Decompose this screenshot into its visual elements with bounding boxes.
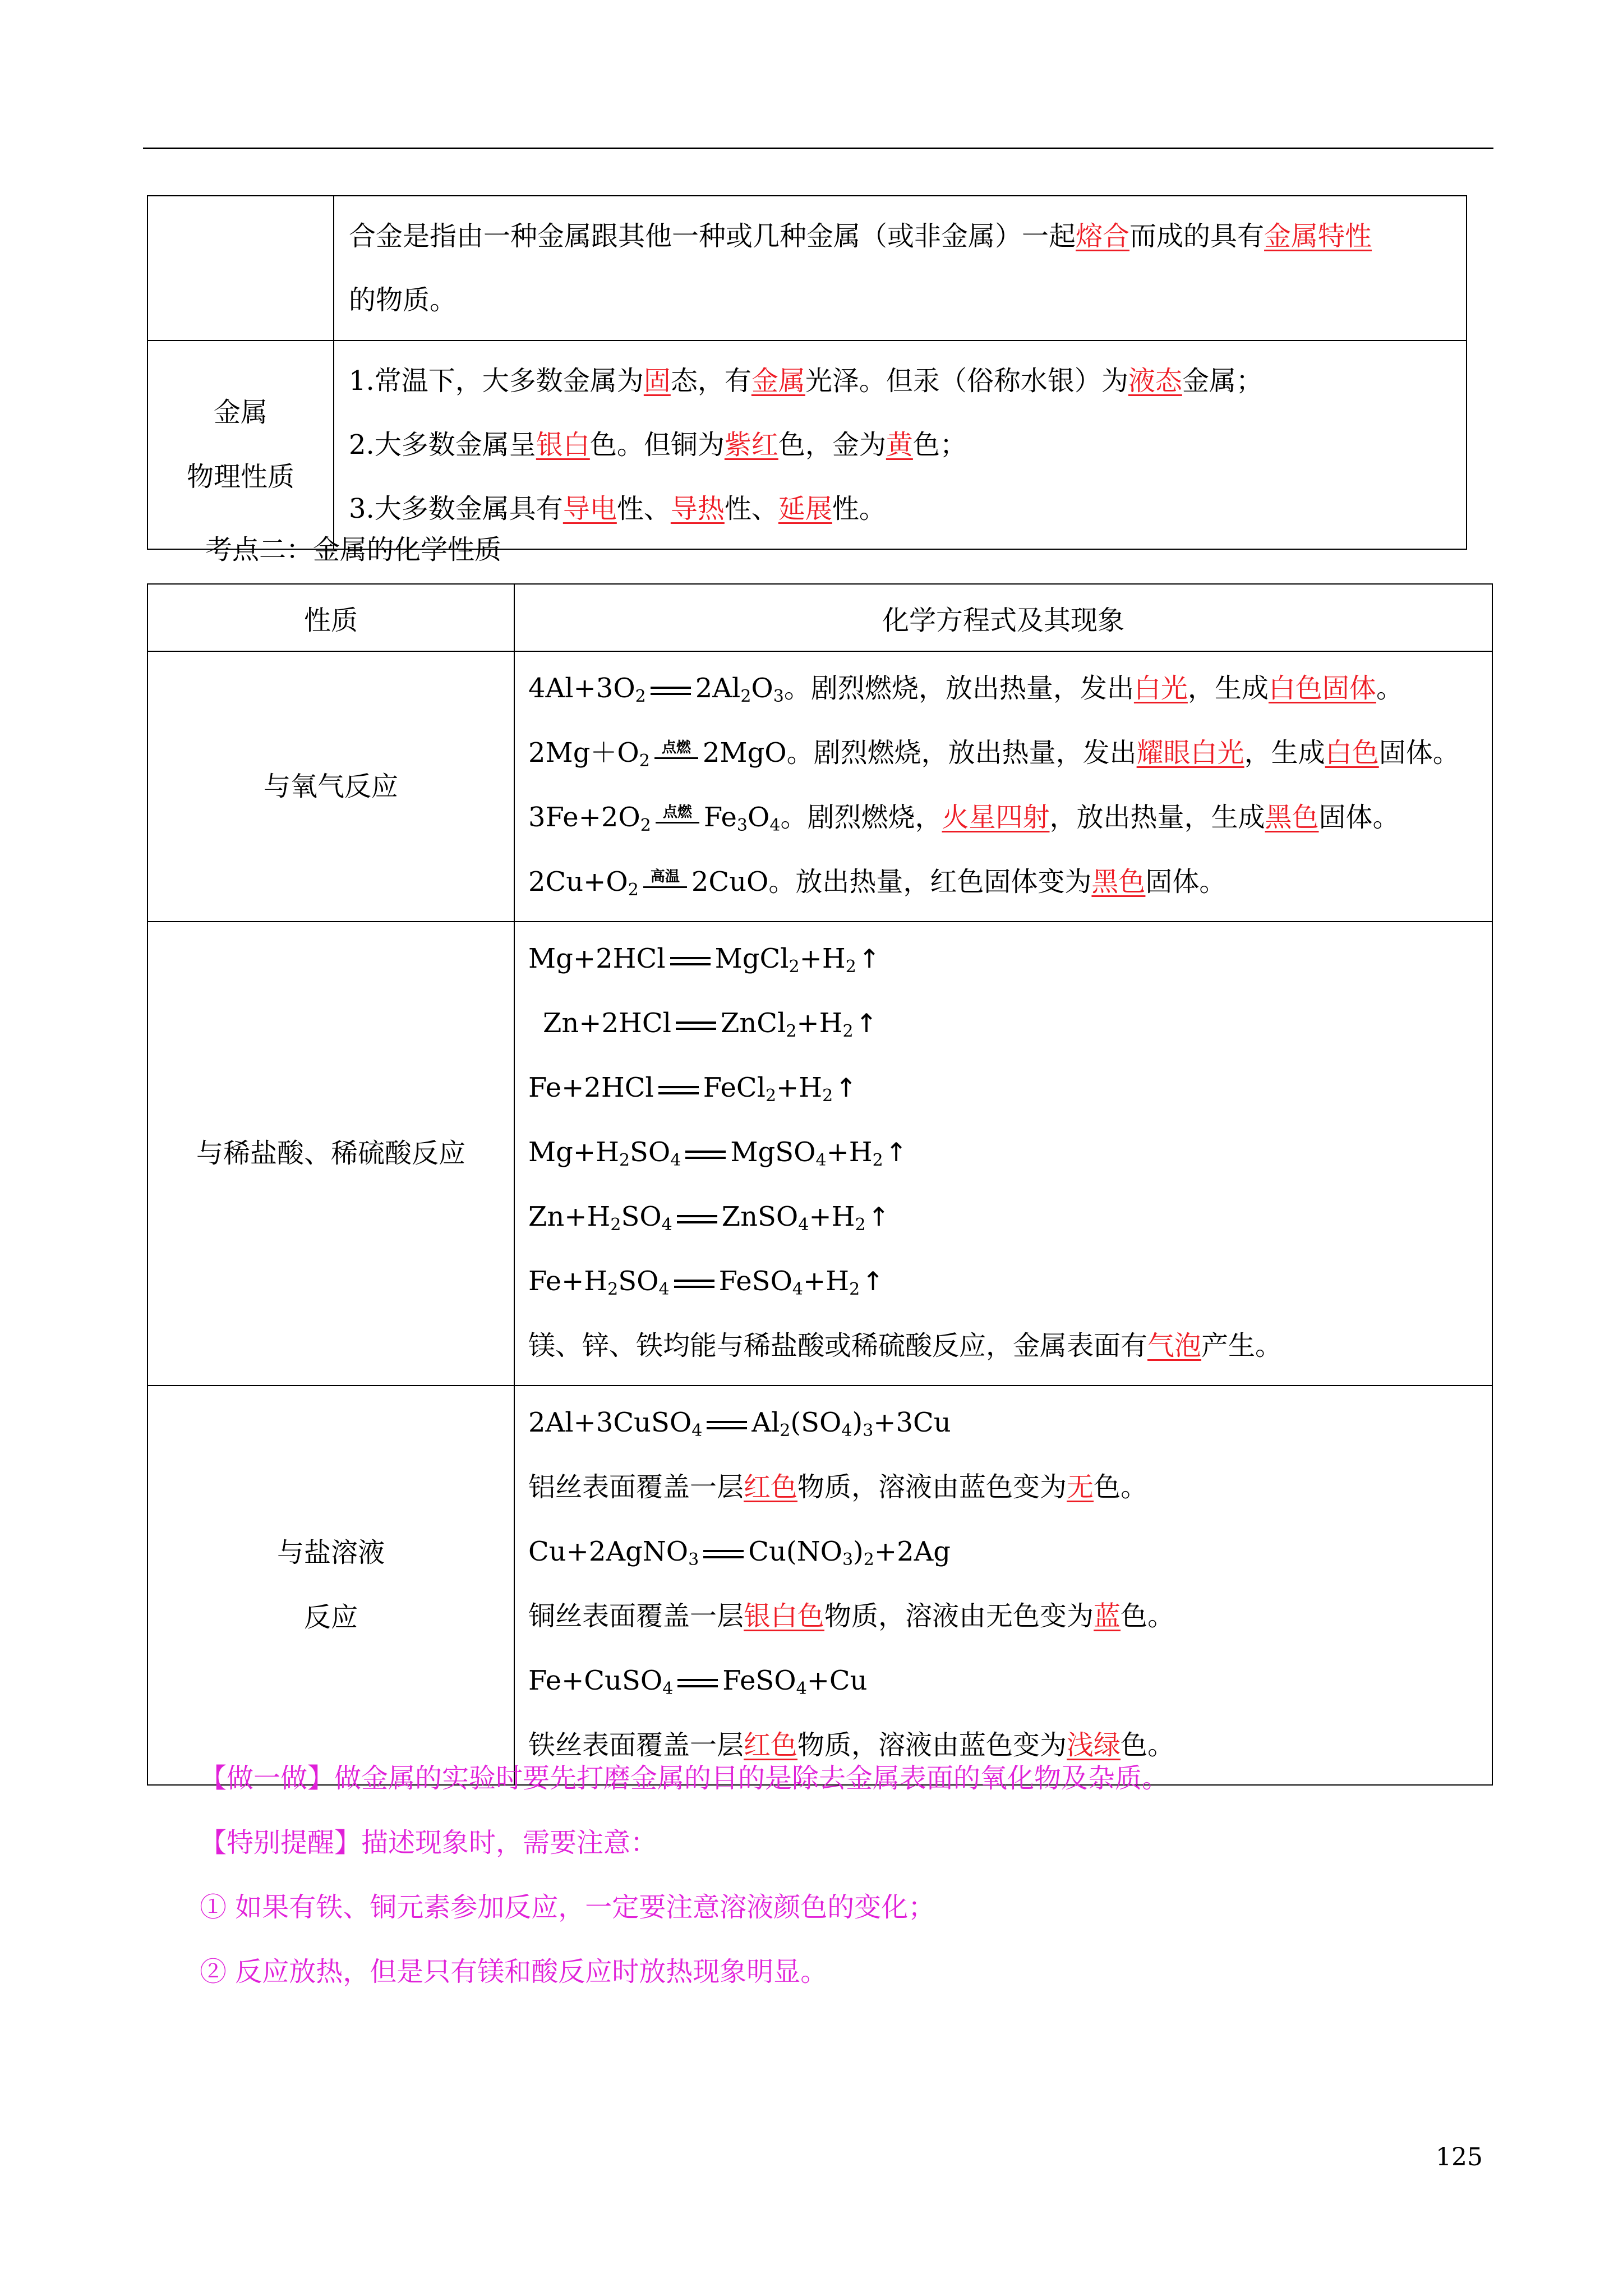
- text: 。剧烈燃烧，放出热量，发出: [783, 673, 1134, 704]
- alloy-label-cell: [147, 196, 334, 341]
- formula: ZnCl: [720, 1007, 786, 1039]
- text: 固体。: [1378, 737, 1460, 769]
- text: 固体。: [1145, 866, 1227, 898]
- formula: +H: [796, 1007, 843, 1039]
- section-title: 考点二：金属的化学性质: [205, 534, 502, 565]
- highlight-term: 红色: [744, 1471, 798, 1503]
- formula: 4Al+3O: [528, 673, 635, 704]
- subscript: 4: [815, 1151, 827, 1170]
- subscript: 2: [610, 1215, 621, 1235]
- highlight-term: 固: [643, 365, 671, 397]
- subscript: 4: [796, 1679, 807, 1699]
- subscript: 4: [841, 1421, 852, 1441]
- up-arrow-icon: ↑: [885, 1137, 907, 1167]
- formula: Fe+H: [528, 1266, 608, 1297]
- text: 铝丝表面覆盖一层: [528, 1471, 744, 1503]
- text: 态，有: [670, 365, 751, 397]
- salt-label: [147, 1386, 514, 1785]
- subscript: 2: [780, 1421, 791, 1441]
- highlight-term: 黄: [886, 429, 913, 461]
- subscript: 3: [842, 1550, 854, 1570]
- formula: 3Fe+2O: [528, 802, 640, 833]
- physical-label-line-1: 金属: [213, 397, 268, 428]
- equals-icon: [685, 1149, 726, 1159]
- highlight-term: 黑色: [1091, 866, 1146, 898]
- formula: +H: [809, 1201, 855, 1232]
- formula: Mg+2HCl: [528, 943, 666, 974]
- highlight-term: 浅绿: [1067, 1729, 1121, 1761]
- highlight-term: 金属: [751, 365, 805, 397]
- formula: +H: [799, 943, 846, 974]
- equals-icon: [676, 1020, 716, 1030]
- acid-eq-3: [528, 1056, 1478, 1120]
- text: 色。: [1094, 1471, 1148, 1503]
- text: 产生。: [1201, 1330, 1283, 1361]
- highlight-term: 导热: [670, 493, 725, 524]
- highlight-term: 白光: [1133, 673, 1188, 704]
- highlight-term: 延展: [778, 493, 832, 524]
- highlight-term: 银白: [536, 429, 590, 461]
- subscript: 4: [661, 1215, 672, 1235]
- oxygen-eq-3: [528, 785, 1478, 850]
- salt-obs-2: [528, 1584, 1478, 1649]
- subscript: 4: [658, 1280, 670, 1299]
- formula: +2Ag: [874, 1536, 951, 1567]
- acid-content: [514, 922, 1492, 1386]
- highlight-term: 银白色: [744, 1600, 825, 1632]
- formula: O: [751, 673, 773, 704]
- formula: O: [748, 802, 770, 833]
- text: 色。但铜为: [589, 429, 725, 461]
- alloy-definition-cell: [334, 196, 1467, 341]
- salt-content: [514, 1386, 1492, 1785]
- formula: MgCl: [714, 943, 789, 974]
- acid-eq-1: [528, 927, 1478, 991]
- physical-label-line-2: 物理性质: [186, 461, 294, 493]
- text: 2.大多数金属呈: [349, 429, 536, 461]
- reaction-condition: [656, 804, 699, 823]
- formula: 2MgO: [702, 737, 787, 769]
- subscript: 2: [607, 1280, 619, 1299]
- formula: FeSO: [718, 1266, 792, 1297]
- text: 色。: [1121, 1729, 1175, 1761]
- formula: +3Cu: [873, 1407, 951, 1438]
- oxygen-eq-4: [528, 850, 1478, 914]
- subscript: 2: [863, 1550, 874, 1570]
- condition-text: 点燃: [662, 804, 692, 821]
- highlight-term: 红色: [744, 1729, 798, 1761]
- header-equation: 化学方程式及其现象: [514, 584, 1492, 651]
- subscript: 2: [842, 1022, 854, 1041]
- condition-text: 点燃: [661, 739, 691, 756]
- subscript: 3: [773, 687, 784, 706]
- arrow-line-icon: [654, 757, 698, 759]
- text: 性、: [724, 493, 778, 524]
- table-header-row: [147, 584, 1492, 651]
- up-arrow-icon: ↑: [862, 1266, 884, 1296]
- text: ，放出热量，生成: [1049, 802, 1265, 833]
- note-reminder: 【特别提醒】描述现象时，需要注意：: [200, 1827, 658, 1858]
- text: 。剧烈燃烧，: [780, 802, 942, 833]
- text: 。放出热量，红色固体变为: [768, 866, 1092, 898]
- subscript: 4: [670, 1151, 681, 1170]
- text: 。剧烈燃烧，放出热量，发出: [786, 737, 1137, 769]
- text: 色。: [1121, 1600, 1175, 1632]
- formula: Cu+2AgNO: [528, 1536, 689, 1567]
- text: 性、: [616, 493, 671, 524]
- subscript: 2: [628, 880, 639, 900]
- arrow-line-icon: [656, 822, 699, 823]
- oxygen-eq-1: [528, 656, 1478, 721]
- subscript: 2: [635, 687, 646, 706]
- formula: 2CuO: [691, 866, 769, 898]
- acid-eq-2: [528, 991, 1478, 1056]
- equals-icon: [677, 1214, 717, 1224]
- acid-eq-5: [528, 1185, 1478, 1249]
- text: ，生成: [1244, 737, 1325, 769]
- formula: +H: [776, 1072, 823, 1103]
- physical-content-cell: [334, 341, 1467, 549]
- formula: +Cu: [806, 1665, 868, 1696]
- text: 光泽。但汞（俗称水银）为: [805, 365, 1128, 397]
- physical-row: [147, 341, 1467, 549]
- subscript: 2: [765, 1086, 777, 1106]
- oxygen-label: 与氧气反应: [147, 651, 514, 922]
- subscript: 4: [662, 1679, 674, 1699]
- subscript: 2: [855, 1215, 866, 1235]
- formula: Fe+2HCl: [528, 1072, 654, 1103]
- formula: FeSO: [722, 1665, 796, 1696]
- highlight-term: 白色固体: [1268, 673, 1376, 704]
- text: 色，金为: [778, 429, 886, 461]
- text: 铁丝表面覆盖一层: [528, 1729, 744, 1761]
- formula: 2Cu+O: [528, 866, 628, 898]
- formula: 2Al+3CuSO: [528, 1407, 692, 1438]
- formula: (SO: [790, 1407, 842, 1438]
- oxygen-row: [147, 651, 1492, 922]
- oxygen-eq-2: [528, 721, 1478, 785]
- highlight-term: 导电: [562, 493, 617, 524]
- salt-eq-3: [528, 1649, 1478, 1713]
- subscript: 2: [789, 957, 800, 977]
- text: 3.大多数金属具有: [349, 493, 563, 524]
- text: 铜丝表面覆盖一层: [528, 1600, 744, 1632]
- equals-icon: [674, 1278, 714, 1289]
- formula: Mg+H: [528, 1137, 619, 1168]
- subscript: 3: [863, 1421, 874, 1441]
- highlight-term: 金属特性: [1264, 220, 1372, 252]
- highlight-term: 液态: [1128, 365, 1182, 397]
- highlight-term: 熔合: [1076, 220, 1130, 252]
- physical-properties-table: [147, 195, 1467, 550]
- text: 物质，溶液由蓝色变为: [797, 1471, 1067, 1503]
- equals-icon: [658, 1085, 699, 1095]
- note-point-2: ② 反应放热，但是只有镁和酸反应时放热现象明显。: [200, 1956, 828, 1987]
- text: 物质，溶液由蓝色变为: [797, 1729, 1067, 1761]
- text: 1.常温下，大多数金属为: [349, 365, 644, 397]
- subscript: 2: [872, 1151, 883, 1170]
- highlight-term: 气泡: [1147, 1330, 1202, 1361]
- subscript: 2: [639, 751, 650, 771]
- subscript: 2: [640, 816, 651, 835]
- chemical-properties-table: [147, 583, 1493, 1786]
- formula: MgSO: [730, 1137, 816, 1168]
- subscript: 2: [740, 687, 751, 706]
- alloy-row: [147, 196, 1467, 341]
- text: 固体。: [1318, 802, 1400, 833]
- equals-icon: [651, 685, 691, 696]
- equals-icon: [677, 1678, 718, 1688]
- subscript: 2: [786, 1022, 797, 1041]
- text: 镁、锌、铁均能与稀盐酸或稀硫酸反应，金属表面有: [528, 1330, 1148, 1361]
- physical-item-2: [349, 413, 1451, 477]
- highlight-term: 紫红: [724, 429, 778, 461]
- up-arrow-icon: ↑: [868, 1202, 890, 1232]
- alloy-text: 而成的具有: [1129, 220, 1265, 252]
- subscript: 2: [822, 1086, 833, 1106]
- formula: +H: [826, 1137, 873, 1168]
- text: 色；: [912, 429, 967, 461]
- formula: SO: [630, 1137, 671, 1168]
- alloy-line-2: 的物质。: [349, 284, 457, 316]
- physical-label-cell: [147, 341, 334, 549]
- subscript: 2: [849, 1280, 860, 1299]
- formula: +H: [803, 1266, 850, 1297]
- acid-label: 与稀盐酸、稀硫酸反应: [147, 922, 514, 1386]
- subscript: 2: [619, 1151, 630, 1170]
- header-rule: [143, 148, 1493, 149]
- acid-eq-4: [528, 1120, 1478, 1185]
- formula: ): [853, 1536, 864, 1567]
- acid-row: [147, 922, 1492, 1386]
- up-arrow-icon: ↑: [858, 944, 880, 974]
- condition-text: 高温: [650, 868, 680, 885]
- salt-obs-1: [528, 1455, 1478, 1520]
- alloy-text: 合金是指由一种金属跟其他一种或几种金属（或非金属）一起: [349, 220, 1076, 252]
- text: 金属；: [1182, 365, 1263, 397]
- formula: Fe+CuSO: [528, 1665, 663, 1696]
- note-do-it: 【做一做】做金属的实验时要先打磨金属的目的是除去金属表面的氧化物及杂质。: [200, 1763, 1169, 1794]
- formula: 2Al: [695, 673, 741, 704]
- salt-eq-1: [528, 1391, 1478, 1455]
- highlight-term: 火星四射: [942, 802, 1050, 833]
- text: 性。: [832, 493, 886, 524]
- formula: Zn+H: [528, 1201, 611, 1232]
- oxygen-content: [514, 651, 1492, 922]
- salt-row: [147, 1386, 1492, 1785]
- subscript: 4: [691, 1421, 703, 1441]
- header-property: 性质: [147, 584, 514, 651]
- formula: SO: [621, 1201, 662, 1232]
- salt-label-line-1: 与盐溶液: [276, 1537, 385, 1568]
- arrow-line-icon: [643, 886, 687, 888]
- highlight-term: 白色: [1325, 737, 1379, 769]
- formula: Cu(NO: [748, 1536, 842, 1567]
- formula: Fe: [703, 802, 737, 833]
- equals-icon: [670, 956, 711, 966]
- alloy-line-1: [349, 204, 1451, 268]
- formula: FeCl: [703, 1072, 766, 1103]
- up-arrow-icon: ↑: [835, 1073, 857, 1103]
- reaction-condition: [654, 739, 698, 759]
- reaction-condition: [643, 868, 687, 888]
- subscript: 4: [798, 1215, 809, 1235]
- acid-eq-6: [528, 1249, 1478, 1314]
- subscript: 3: [688, 1550, 699, 1570]
- salt-eq-2: [528, 1520, 1478, 1584]
- formula: SO: [618, 1266, 659, 1297]
- highlight-term: 耀眼白光: [1136, 737, 1244, 769]
- subscript: 4: [769, 816, 781, 835]
- physical-item-1: [349, 349, 1451, 413]
- formula: 2Mg＋O: [528, 737, 639, 769]
- highlight-term: 无: [1067, 1471, 1094, 1503]
- physical-item-3: [349, 477, 1451, 541]
- acid-note: [528, 1314, 1478, 1378]
- up-arrow-icon: ↑: [855, 1008, 878, 1038]
- subscript: 2: [845, 957, 856, 977]
- equals-icon: [703, 1549, 744, 1559]
- salt-label-line-2: 反应: [303, 1602, 358, 1633]
- text: 物质，溶液由无色变为: [824, 1600, 1094, 1632]
- text: ，生成: [1187, 673, 1269, 704]
- formula: Zn+2HCl: [543, 1007, 671, 1039]
- note-point-1: ① 如果有铁、铜元素参加反应，一定要注意溶液颜色的变化；: [200, 1892, 935, 1923]
- highlight-term: 黑色: [1265, 802, 1319, 833]
- subscript: 3: [736, 816, 748, 835]
- text: 。: [1376, 673, 1403, 704]
- equals-icon: [707, 1420, 747, 1430]
- formula: ZnSO: [721, 1201, 799, 1232]
- formula: Al: [751, 1407, 780, 1438]
- subscript: 4: [792, 1280, 804, 1299]
- highlight-term: 蓝: [1094, 1600, 1121, 1632]
- formula: ): [852, 1407, 863, 1438]
- page-number: 125: [1436, 2143, 1483, 2171]
